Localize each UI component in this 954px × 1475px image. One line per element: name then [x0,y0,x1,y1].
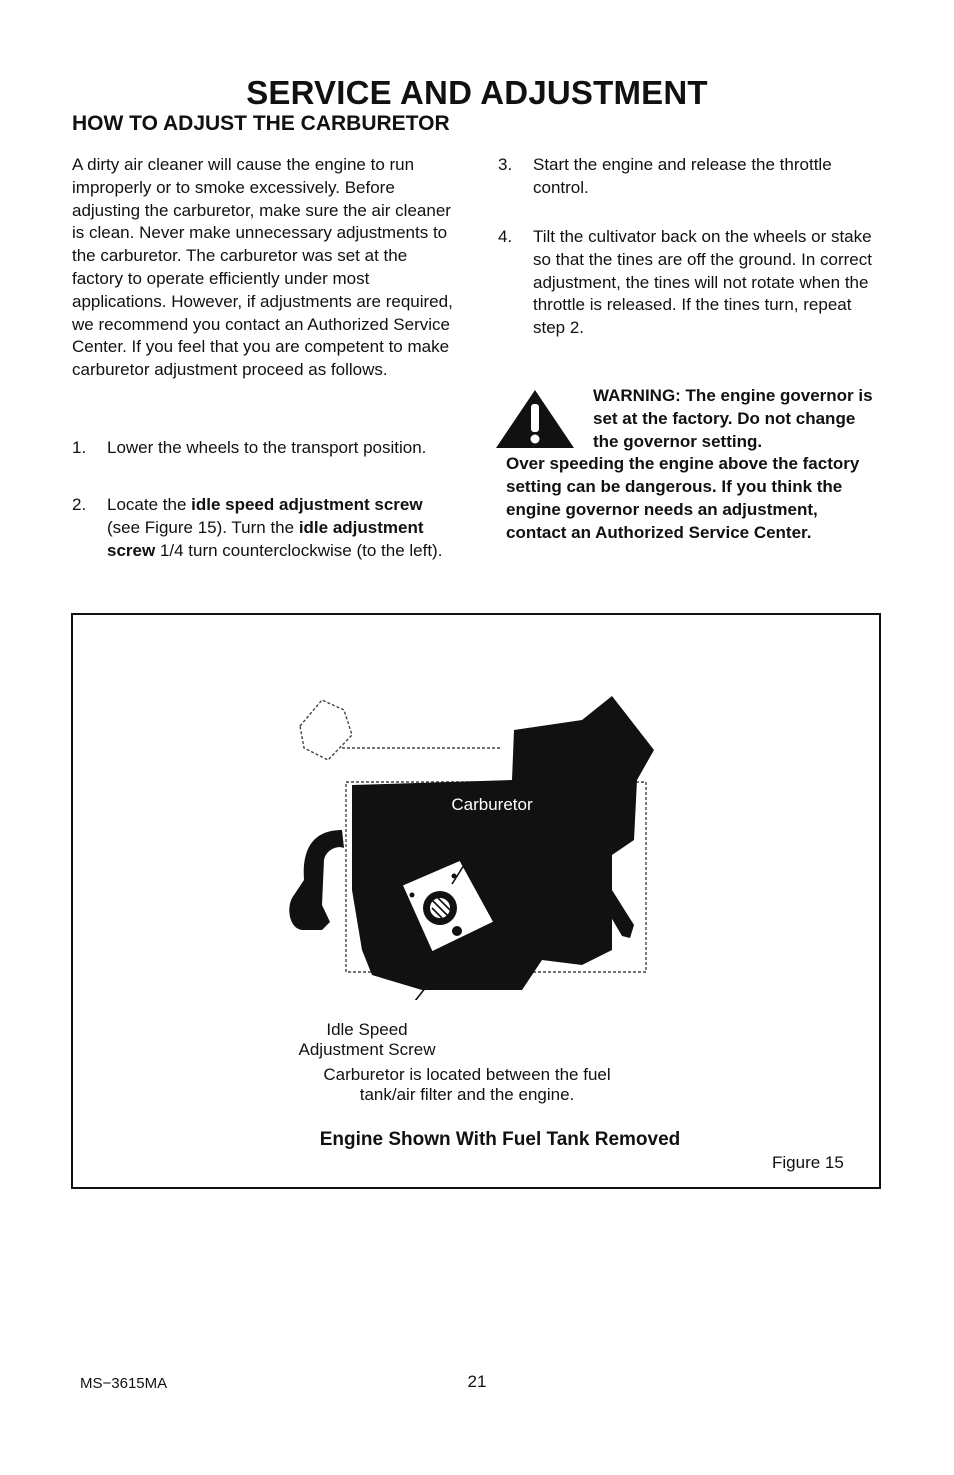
step-text [107,494,452,562]
section-title: HOW TO ADJUST THE CARBURETOR [72,112,450,135]
step-text-part: (see Figure 15). Turn the [107,517,299,537]
step-text: Tilt the cultivator back on the wheels or stake so that the tines are off the ground. In correct adjustment, the tines will not rotate when the throttle is released. If the tines turn, repeat step 2. [533,227,872,338]
engine-illustration [282,690,662,1000]
step-number: 3. [498,155,513,174]
document-code: MS−3615MA [80,1375,168,1392]
step-text: Start the engine and release the throttle control. [533,155,832,197]
idle-screw-label [282,1020,452,1060]
warning-line-2: Over speeding the engine above the factory setting can be dangerous. If you think the engine governor needs an adjustment, contact an Authorized Service Center. [506,454,860,542]
location-note-line-1: Carburetor is located between the fuel [323,1065,611,1084]
step-number: 1. [72,438,87,457]
step-number: 4. [498,227,513,246]
location-note [292,1065,642,1105]
location-note-line-2: tank/air filter and the engine. [359,1085,575,1104]
step-number: 2. [72,495,87,514]
page-title: SERVICE AND ADJUSTMENT [246,74,708,111]
idle-screw-label-line-2: Adjustment Screw [298,1040,436,1059]
warning-line-1: WARNING: The engine governor is set at the factory. Do not change the governor setting. [593,386,873,451]
idle-speed-screw-term: idle speed adjustment screw [191,495,423,514]
carburetor-label: Carburetor [451,795,533,814]
idle-adjustment-screw-term: idle adjustment screw [107,517,424,560]
step-text-part: 1/4 turn counterclockwise (to the left). [155,540,443,560]
step-text: Lower the wheels to the transport position. [107,438,427,457]
idle-screw-label-line-1: Idle Speed [326,1020,408,1039]
figure-number: Figure 15 [772,1153,844,1172]
step-text-part: Locate the [107,495,192,514]
warning-box [506,385,878,545]
intro-paragraph: A dirty air cleaner will cause the engine to run improperly or to smoke excessively. Before adjusting the carburetor, make sure the air cleaner is clean. Never make unnecessary adjustments to the carburetor. The carburetor was set at the factory to operate efficiently under most applications. However, if adjustments are required, we recommend you contact an Authorized Service Center. If you feel that you are competent to make carburetor adjustment proceed as follows. [72,155,453,380]
figure-caption: Engine Shown With Fuel Tank Removed [319,1129,681,1150]
page-number: 21 [467,1372,487,1391]
